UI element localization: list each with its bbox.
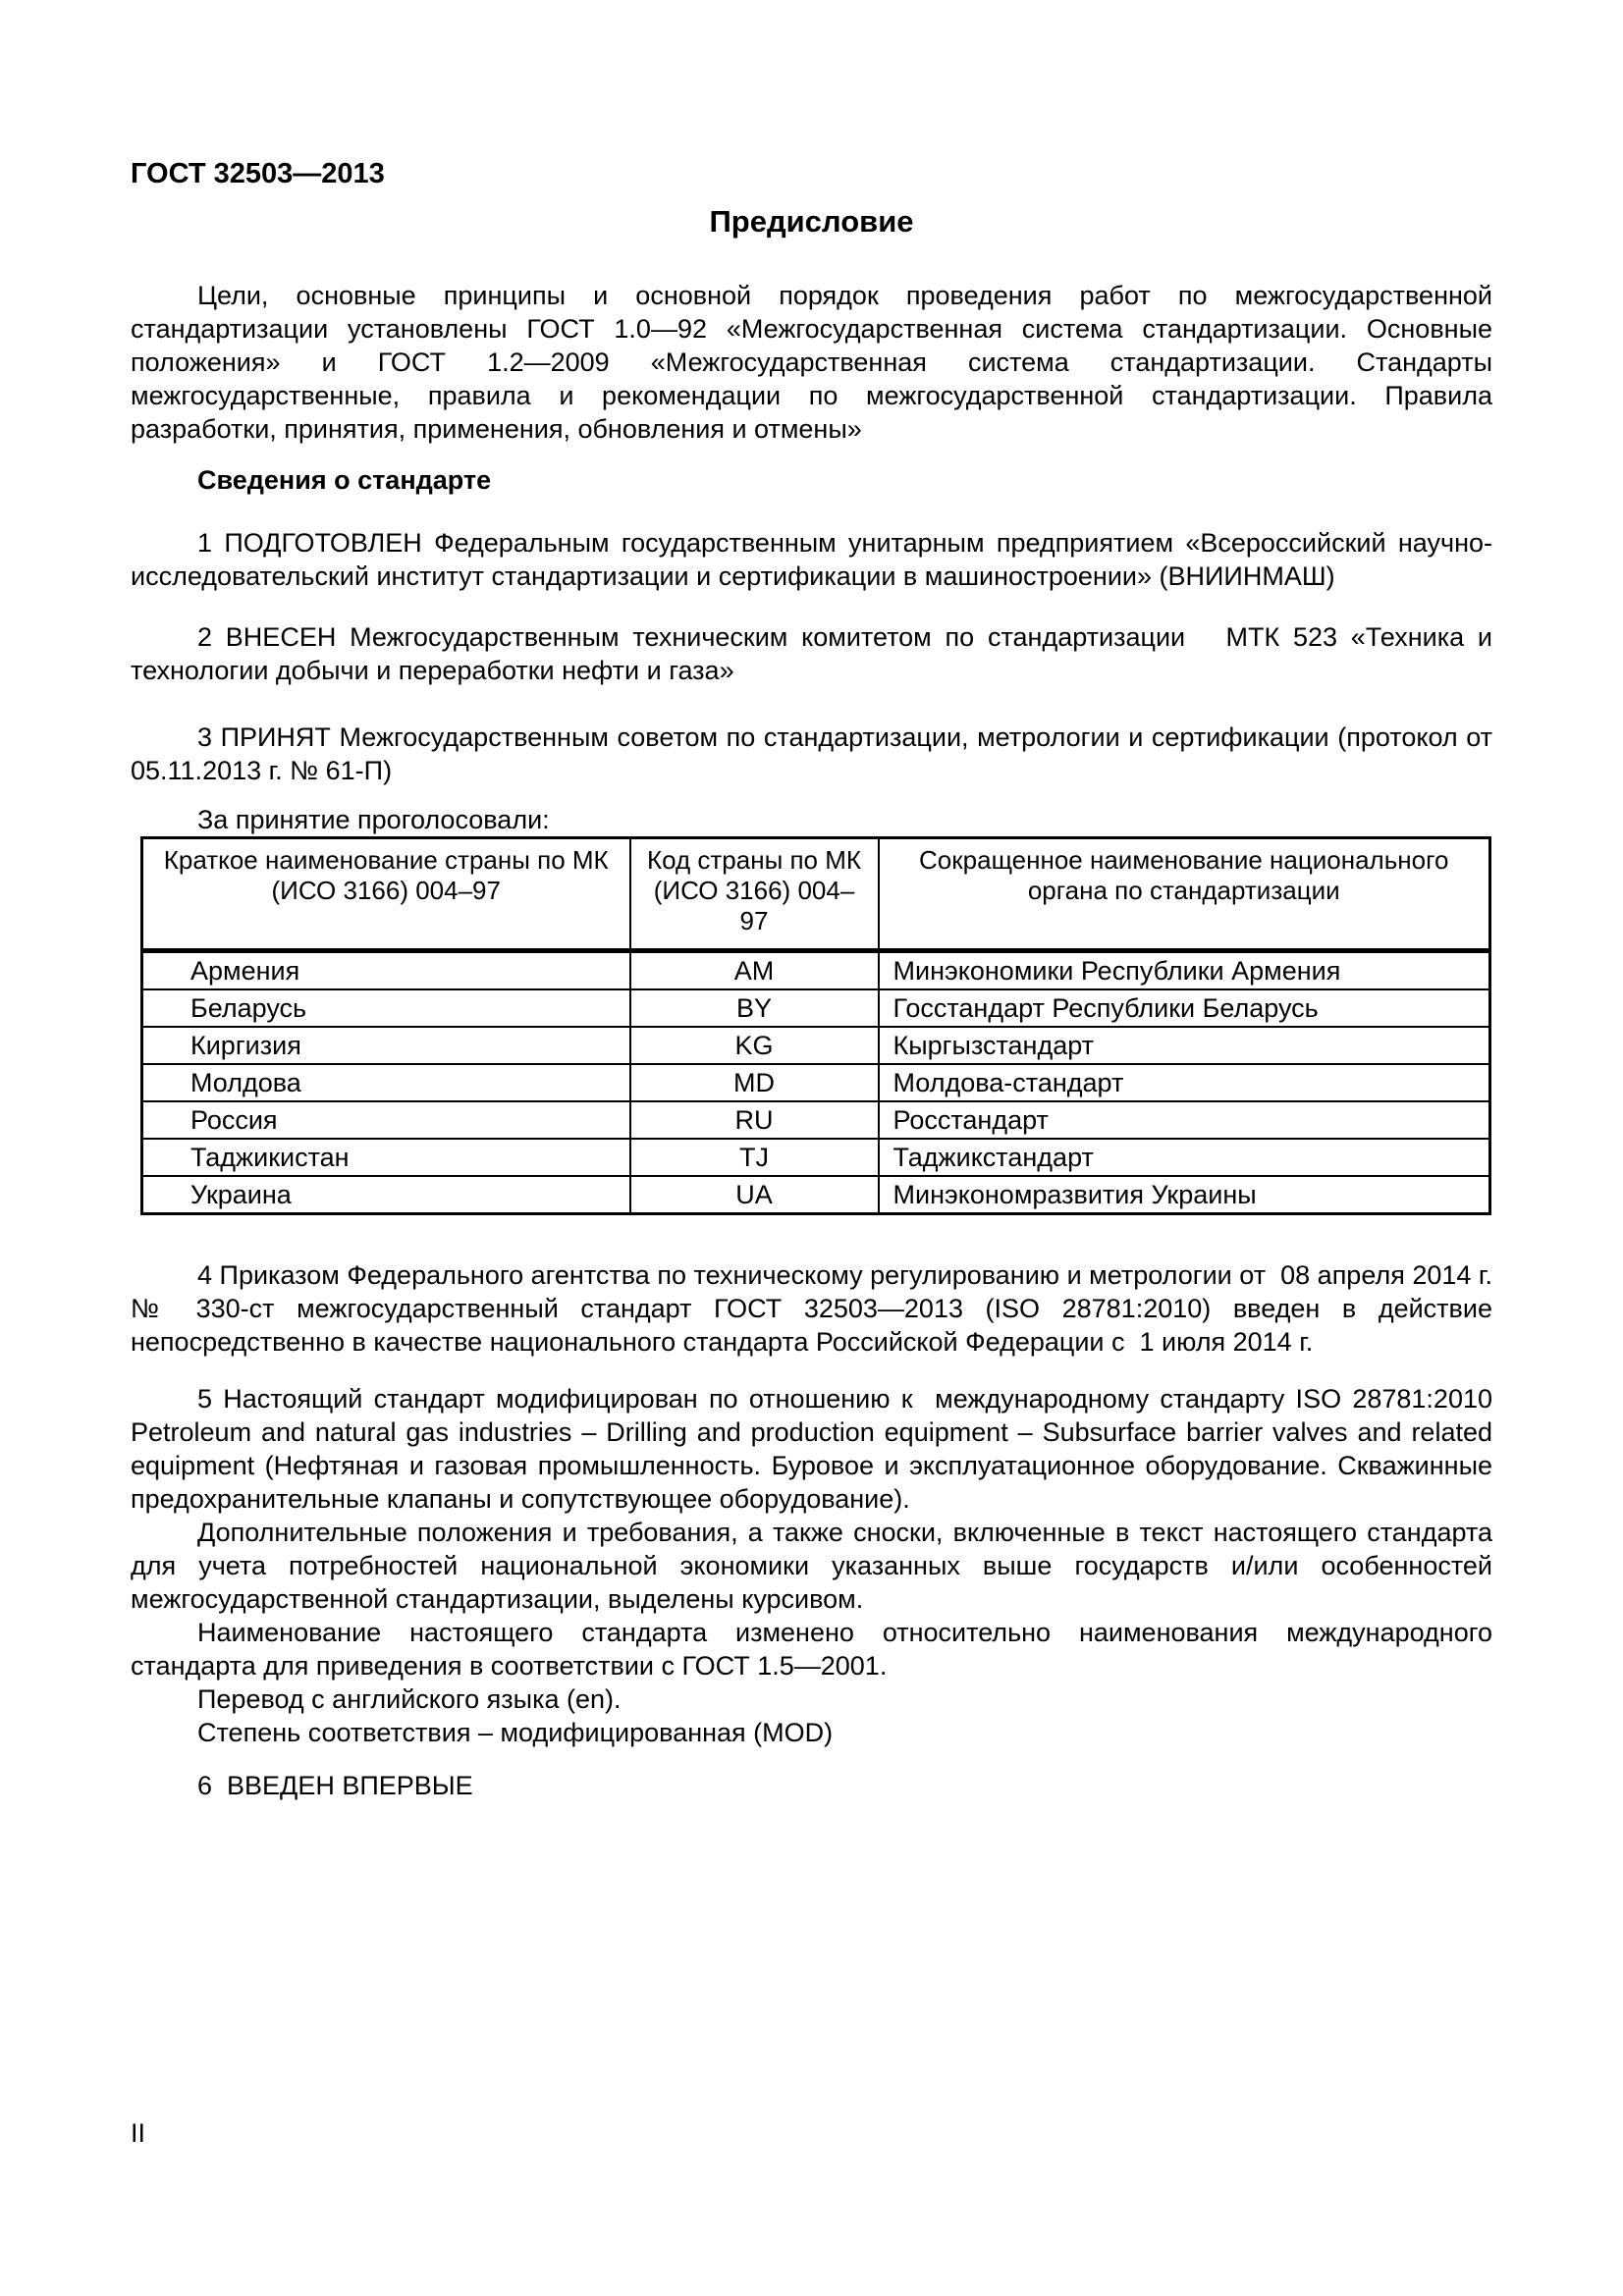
table-row (142, 1139, 1490, 1176)
vote-table-header (142, 838, 1490, 951)
code-cell: KG (630, 1027, 879, 1064)
vote-table (140, 836, 1491, 1215)
foreword-item-5-modified: 5 Настоящий стандарт модифицирован по отношению к международному стандарту ISO 28781:2010 Petroleum and natural gas industries – Drilling and production equipment – Subsurface barrier valves and related equipment (Нефтяная и газовая промышленность. Буровое и эксплуатационное оборудование. Скважинные предохранительные клапаны и сопутствующее оборудование). (131, 1384, 1492, 1514)
table-header-org: Сокращенное наименование национального органа по стандартизации (879, 838, 1490, 951)
code-cell: RU (630, 1101, 879, 1139)
org-cell: Таджикстандарт (879, 1139, 1490, 1176)
foreword-item-5-additions: Дополнительные положения и требования, а также сноски, включенные в текст настоящего стандарта для учета потребностей национальной экономики указанных выше государств и/или особенностей межгосударственной стандартизации, выделены курсивом. (131, 1518, 1492, 1614)
table-header-row (142, 838, 1490, 951)
country-cell: Армения (142, 951, 630, 990)
doc-code: ГОСТ 32503—2013 (131, 158, 385, 189)
foreword-item-3-adopted: 3 ПРИНЯТ Межгосударственным советом по стандартизации, метрологии и сертификации (протокол от 05.11.2013 г. № 61-П) (131, 722, 1492, 785)
vote-table-body (142, 951, 1490, 1214)
org-cell: Минэкономразвития Украины (879, 1176, 1490, 1214)
code-cell: UA (630, 1176, 879, 1214)
country-cell: Россия (142, 1101, 630, 1139)
vote-table-caption: За принятие проголосовали: (197, 805, 550, 834)
standard-info-heading: Сведения о стандарте (197, 465, 492, 495)
code-cell: TJ (630, 1139, 879, 1176)
org-cell: Минэкономики Республики Армения (879, 951, 1490, 990)
foreword-item-1-prepared: 1 ПОДГОТОВЛЕН Федеральным государственным унитарным предприятием «Всероссийский научно-исследовательский институт стандартизации и сертификации в машиностроении» (ВНИИНМАШ) (131, 528, 1492, 591)
country-cell: Таджикистан (142, 1139, 630, 1176)
table-row (142, 1101, 1490, 1139)
org-cell: Молдова-стандарт (879, 1064, 1490, 1101)
table-row (142, 1176, 1490, 1214)
table-header-country: Краткое наименование страны по МК (ИСО 3166) 004–97 (142, 838, 630, 951)
foreword-item-2-submitted: 2 ВНЕСЕН Межгосударственным техническим комитетом по стандартизации МТК 523 «Техника и технологии добычи и переработки нефти и газа» (131, 622, 1492, 685)
foreword-item-5-renamed: Наименование настоящего стандарта изменено относительно наименования международного стандарта для приведения в соответствии с ГОСТ 1.5—2001. (131, 1618, 1492, 1681)
table-row (142, 1027, 1490, 1064)
page-title: Предисловие (709, 204, 914, 239)
country-cell: Киргизия (142, 1027, 630, 1064)
country-cell: Украина (142, 1176, 630, 1214)
org-cell: Росстандарт (879, 1101, 1490, 1139)
code-cell: BY (630, 989, 879, 1027)
org-cell: Кыргызстандарт (879, 1027, 1490, 1064)
foreword-item-6-first-introduced: 6 ВВЕДЕН ВПЕРВЫЕ (197, 1771, 473, 1800)
foreword-item-5-conformity: Степень соответствия – модифицированная (MOD) (197, 1718, 834, 1747)
table-header-code: Код страны по МК (ИСО 3166) 004–97 (630, 838, 879, 951)
table-row (142, 951, 1490, 990)
country-cell: Беларусь (142, 989, 630, 1027)
table-row (142, 989, 1490, 1027)
code-cell: MD (630, 1064, 879, 1101)
org-cell: Госстандарт Республики Беларусь (879, 989, 1490, 1027)
intro-paragraph: Цели, основные принципы и основной порядок проведения работ по межгосударственной стандартизации установлены ГОСТ 1.0—92 «Межгосударственная система стандартизации. Основные положения» и ГОСТ 1.2—2009 «Межгосударственная система стандартизации. Стандарты межгосударственные, правила и рекомендации по межгосударственной стандартизации. Правила разработки, принятия, применения, обновления и отмены» (131, 281, 1492, 444)
table-row (142, 1064, 1490, 1101)
foreword-item-5-translation: Перевод с английского языка (en). (197, 1684, 622, 1714)
page-number: II (131, 2118, 146, 2148)
country-cell: Молдова (142, 1064, 630, 1101)
foreword-item-4-order: 4 Приказом Федерального агентства по техническому регулированию и метрологии от 08 апреля 2014 г. № 330-ст межгосударственный стандарт ГОСТ 32503—2013 (ISO 28781:2010) введен в действие непосредственно в качестве национального стандарта Российской Федерации с 1 июля 2014 г. (131, 1260, 1492, 1357)
code-cell: AM (630, 951, 879, 990)
